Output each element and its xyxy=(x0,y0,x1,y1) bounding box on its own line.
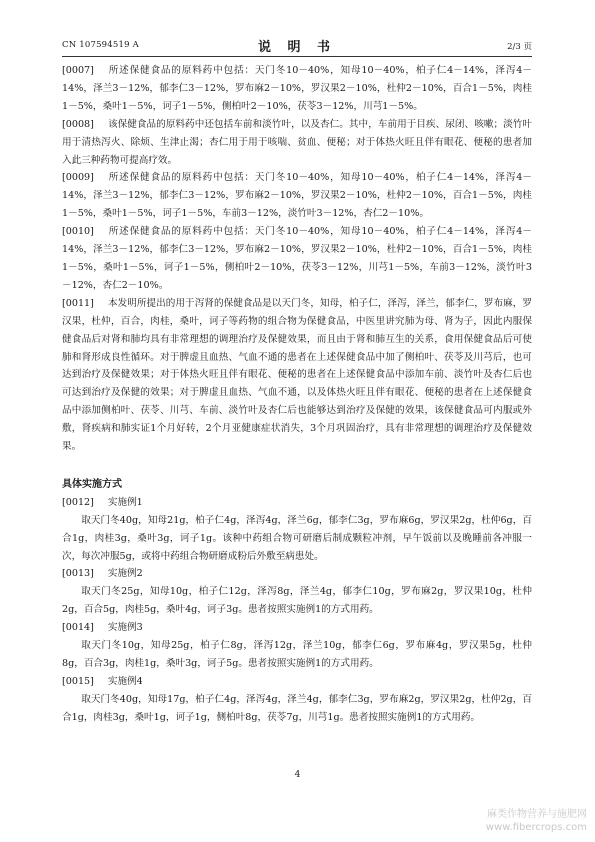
paragraph-tag: [0010] xyxy=(62,226,94,238)
paragraph-text: 本发明所提出的用于泻肾的保健食品是以天门冬，知母，柏子仁，泽泻，泽兰，郁李仁，罗布麻，罗汉果，杜仲，百合，肉桂，桑叶，诃子等药物的组合物为保健食品，中医里讲究肺为母、肾为子，因此内服保健食品后对肾和肺均具有非常理想的调理治疗及保健效果，而且由于肾和肺互生的关系，食用保健食品后可使肺和肾形成良性循环。对于脾虚且血热、气血不通的患者在上述保健食品中加了侧柏叶、茯苓及川芎后，也可达到治疗及保健效果；对于体热火旺且伴有眼花、便秘的患者在上述保健食品中添加车前、淡竹叶及杏仁后也可达到治疗及保健的效果；对于脾虚且血热、气血不通，以及体热火旺且伴有眼花、便秘的患者在上述保健食品中添加侧柏叶、茯苓、川芎、车前、淡竹叶及杏仁后也能够达到治疗及保健的效果，该保健食品可内服或外敷，肾疾病和肺实证1个月好转，2个月亚健康症状消失，3个月巩固治疗，具有非常理想的调理治疗及保健效果。 xyxy=(62,297,532,453)
paragraph-0010 xyxy=(62,223,532,295)
paragraph-text: 该保健食品的原料药中还包括车前和淡竹叶，以及杏仁。其中，车前用于目疾、尿闭、咳嗽；淡竹叶用于清热泻火、除烦、生津止渴；杏仁用于用于咳喘、贫血、便秘；对于体热火旺且伴有眼花、便秘的患者加入此三种药物可提高疗效。 xyxy=(62,118,532,166)
example-heading-4 xyxy=(62,673,532,691)
paragraph-tag: [0013] xyxy=(62,568,94,580)
paragraph-0007 xyxy=(62,62,532,116)
paragraph-tag: [0008] xyxy=(62,118,94,130)
example-title: 实施例2 xyxy=(107,568,143,580)
document-body xyxy=(62,62,532,727)
example-title: 实施例1 xyxy=(107,496,143,508)
document-title: 说 明 书 xyxy=(257,40,337,55)
paragraph-text: 所述保健食品的原料药中包括：天门冬10－40%，知母10－40%，柏子仁4－14%，泽泻4－14%，泽兰3－12%，郁李仁3－12%，罗布麻2－10%，罗汉果2－10%，杜仲2－10%，百合1－5%，肉桂1－5%，桑叶1－5%，诃子1－5%，车前3－12%，淡竹叶3－12%，杏仁2－10%。 xyxy=(62,172,532,220)
paragraph-tag: [0014] xyxy=(62,622,94,634)
paragraph-tag: [0009] xyxy=(62,172,94,184)
page-header xyxy=(62,36,532,57)
section-title: 具体实施方式 xyxy=(62,478,122,490)
paragraph-0008 xyxy=(62,116,532,170)
example-title: 实施例4 xyxy=(107,675,143,687)
page-number: 4 xyxy=(294,770,301,780)
example-text-2: 取天门冬25g，知母10g，柏子仁12g，泽泻8g，泽兰4g，郁李仁10g，罗布麻2g，罗汉果10g，杜仲2g，百合5g，肉桂5g，桑叶4g，诃子3g。患者按照实施例1的方式用药。 xyxy=(62,586,532,616)
example-title: 实施例3 xyxy=(107,622,143,634)
paragraph-tag: [0012] xyxy=(62,496,94,508)
example-heading-1 xyxy=(62,494,532,512)
example-text-3: 取天门冬10g，知母25g，柏子仁8g，泽泻12g，泽兰10g，郁李仁6g，罗布麻4g，罗汉果5g，杜仲8g，百合3g，肉桂1g，桑叶3g，诃子5g。患者按照实施例1的方式用药。 xyxy=(62,640,532,669)
paragraph-0011 xyxy=(62,295,532,456)
paragraph-tag: [0007] xyxy=(62,65,94,76)
example-heading-2 xyxy=(62,565,532,583)
example-heading-3 xyxy=(62,619,532,637)
patent-number: CN 107594519 A xyxy=(62,40,139,50)
paragraph-0009 xyxy=(62,169,532,223)
site-watermark xyxy=(486,808,587,834)
paragraph-text: 所述保健食品的原料药中包括：天门冬10－40%，知母10－40%，柏子仁4－14%，泽泻4－14%，泽兰3－12%，郁李仁3－12%，罗布麻2－10%，罗汉果2－10%，杜仲2－10%，百合1－5%，肉桂1－5%，桑叶1－5%，诃子1－5%，侧柏叶2－10%，茯苓3－12%，川芎1－5%。 xyxy=(62,65,532,112)
example-text-4: 取天门冬40g，知母17g，柏子仁4g，泽泻4g，泽兰4g，郁李仁3g，罗布麻2g，罗汉果2g，杜仲2g，百合1g，肉桂3g，桑叶1g，诃子1g，侧柏叶8g，茯苓7g，川芎1g。患者按照实施例1的方式用药。 xyxy=(62,693,532,723)
watermark-site-name: 麻类作物营养与施肥网 xyxy=(487,809,587,820)
paragraph-tag: [0015] xyxy=(62,675,94,687)
watermark-url: www.fibercrops.com xyxy=(485,822,587,833)
paragraph-text: 所述保健食品的原料药中包括：天门冬10－40%，知母10－40%，柏子仁4－14%，泽泻4－14%，泽兰3－12%，郁李仁3－12%，罗布麻2－10%，罗汉果2－10%，杜仲2－10%，百合1－5%，肉桂1－5%，桑叶1－5%，诃子1－5%，侧柏叶2－10%，茯苓3－12%，川芎1－5%，车前3－12%，淡竹叶3－12%，杏仁2－10%。 xyxy=(62,226,532,291)
example-text-1: 取天门冬40g，知母21g，柏子仁4g，泽泻4g，泽兰6g，郁李仁3g，罗布麻6g，罗汉果2g，杜仲6g，百合1g，肉桂3g，桑叶3g，诃子1g。该种中药组合物可研磨后制成颗粒冲剂，早午饭前以及晚睡前各冲服一次，每次冲服5g，或将中药组合物研磨成粉后外敷至病患处。 xyxy=(62,514,532,562)
page-indicator: 2/3 页 xyxy=(507,42,532,52)
paragraph-tag: [0011] xyxy=(62,297,94,309)
